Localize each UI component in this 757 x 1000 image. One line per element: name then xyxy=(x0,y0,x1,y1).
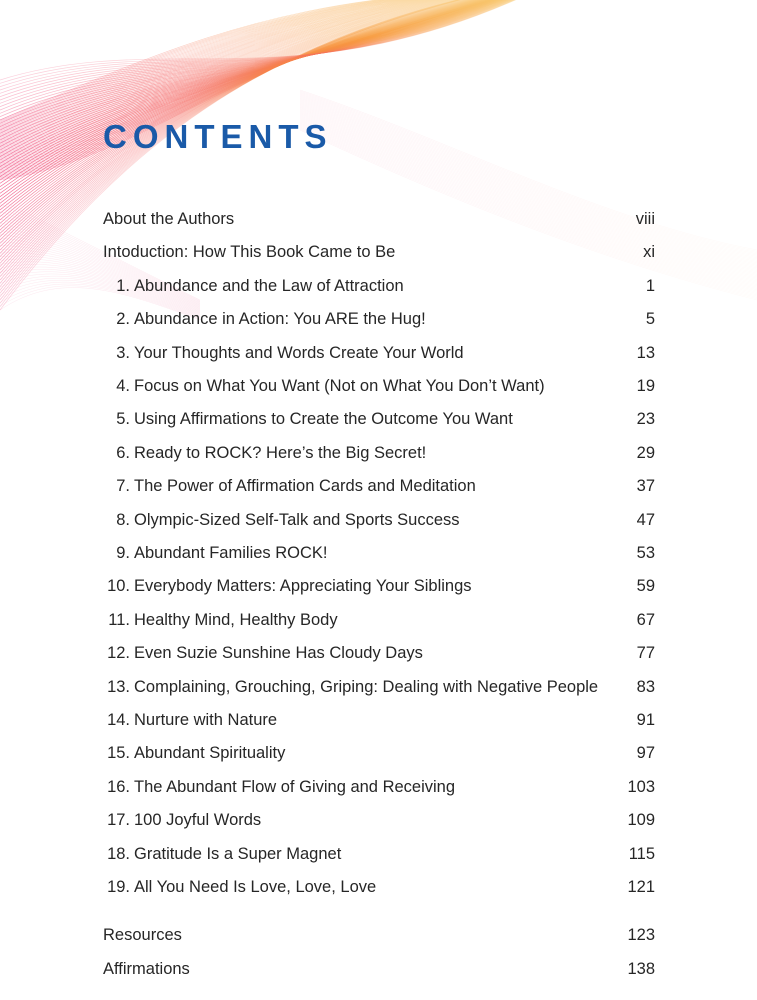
toc-chapter-entry[interactable] xyxy=(103,740,655,766)
entry-title: The Abundant Flow of Giving and Receiving xyxy=(134,777,456,796)
chapter-number: 3. xyxy=(116,343,130,362)
page-number: 115 xyxy=(628,844,655,863)
toc-chapter-entry[interactable] xyxy=(103,774,655,800)
toc-chapter-entry[interactable] xyxy=(103,607,655,633)
page-number: 37 xyxy=(636,477,655,496)
entry-title: Intoduction: How This Book Came to Be xyxy=(103,243,396,262)
entry-title: Gratitude Is a Super Magnet xyxy=(134,844,342,863)
chapter-number: 13. xyxy=(107,677,130,696)
chapter-number: 5. xyxy=(116,410,130,429)
toc-entry[interactable] xyxy=(103,956,655,982)
entry-title: Everybody Matters: Appreciating Your Siblings xyxy=(134,577,472,596)
entry-title: Resources xyxy=(103,926,182,945)
page-number: 29 xyxy=(636,443,655,462)
page-number: 23 xyxy=(636,410,655,429)
chapter-number: 10. xyxy=(107,577,130,596)
toc-chapter-entry[interactable] xyxy=(103,841,655,867)
page-number: 83 xyxy=(636,677,655,696)
entry-title: Healthy Mind, Healthy Body xyxy=(134,610,338,629)
toc-chapter-entry[interactable] xyxy=(103,306,655,332)
entry-title: Olympic-Sized Self-Talk and Sports Success xyxy=(134,510,460,529)
toc-chapter-entry[interactable] xyxy=(103,874,655,900)
entry-title: Abundant Families ROCK! xyxy=(134,544,328,562)
entry-title: About the Authors xyxy=(103,210,235,228)
entry-title: 100 Joyful Words xyxy=(134,811,262,830)
chapter-number: 9. xyxy=(116,544,130,562)
entry-title: Even Suzie Sunshine Has Cloudy Days xyxy=(134,644,423,663)
entry-title: Nurture with Nature xyxy=(134,711,278,729)
toc-entry[interactable] xyxy=(103,922,655,948)
entry-title: Abundance and the Law of Attraction xyxy=(134,276,404,295)
page-number: 103 xyxy=(627,777,655,796)
page-number: 59 xyxy=(636,577,655,596)
toc-entry[interactable] xyxy=(103,206,655,232)
entry-title: Using Affirmations to Create the Outcome You Want xyxy=(134,410,513,429)
chapter-number: 4. xyxy=(116,377,130,395)
chapter-number: 6. xyxy=(116,443,130,462)
toc-chapter-entry[interactable] xyxy=(103,340,655,366)
chapter-number: 11. xyxy=(108,610,130,629)
page-number: 67 xyxy=(636,610,655,629)
toc-chapter-entry[interactable] xyxy=(103,540,655,566)
toc-chapter-entry[interactable] xyxy=(103,507,655,533)
entry-title: Abundant Spirituality xyxy=(134,744,286,763)
toc-chapter-entry[interactable] xyxy=(103,440,655,466)
page-number: 47 xyxy=(636,510,655,529)
chapter-number: 14. xyxy=(107,711,130,729)
chapter-number: 15. xyxy=(107,744,130,763)
chapter-number: 7. xyxy=(116,477,130,496)
toc-chapter-entry[interactable] xyxy=(103,674,655,700)
page-number: 123 xyxy=(627,926,655,945)
page-number: 19 xyxy=(636,377,655,395)
toc-chapter-entry[interactable] xyxy=(103,373,655,399)
entry-title: All You Need Is Love, Love, Love xyxy=(134,878,377,896)
chapter-number: 1. xyxy=(116,276,130,295)
page-title: CONTENTS xyxy=(103,118,333,155)
chapter-number: 16. xyxy=(107,777,130,796)
chapter-number: 19. xyxy=(107,878,130,896)
entry-title: Focus on What You Want (Not on What You Don’t Want) xyxy=(134,377,545,395)
page-number: 121 xyxy=(627,878,655,896)
toc-chapter-entry[interactable] xyxy=(103,273,655,299)
page-number: 109 xyxy=(627,811,655,830)
page-number: 138 xyxy=(627,959,655,978)
page-number: 13 xyxy=(636,343,655,362)
chapter-number: 8. xyxy=(116,510,130,529)
page-number: 5 xyxy=(645,310,655,329)
chapter-number: 12. xyxy=(107,644,130,663)
entry-title: Affirmations xyxy=(103,959,190,978)
chapter-number: 18. xyxy=(107,844,130,863)
toc-chapter-entry[interactable] xyxy=(103,707,655,733)
page-number: viii xyxy=(635,210,655,228)
entry-title: Abundance in Action: You ARE the Hug! xyxy=(134,310,426,329)
toc-chapter-entry[interactable] xyxy=(103,640,655,666)
page-number: 97 xyxy=(636,744,655,763)
entry-title: Your Thoughts and Words Create Your World xyxy=(134,343,464,362)
chapter-number: 17. xyxy=(107,811,130,830)
entry-title: The Power of Affirmation Cards and Meditation xyxy=(134,477,476,496)
page-number: 1 xyxy=(645,276,655,295)
page-number: 77 xyxy=(636,644,655,663)
chapter-number: 2. xyxy=(116,310,130,329)
page-number: 91 xyxy=(636,711,655,729)
page-number: 53 xyxy=(636,544,655,562)
page-number: xi xyxy=(643,243,655,262)
toc-chapter-entry[interactable] xyxy=(103,573,655,599)
toc-chapter-entry[interactable] xyxy=(103,473,655,499)
toc-chapter-entry[interactable] xyxy=(103,406,655,432)
entry-title: Ready to ROCK? Here’s the Big Secret! xyxy=(134,443,427,462)
toc-chapter-entry[interactable] xyxy=(103,807,655,833)
entry-title: Complaining, Grouching, Griping: Dealing with Negative People xyxy=(134,677,599,696)
toc-entry[interactable] xyxy=(103,239,655,265)
